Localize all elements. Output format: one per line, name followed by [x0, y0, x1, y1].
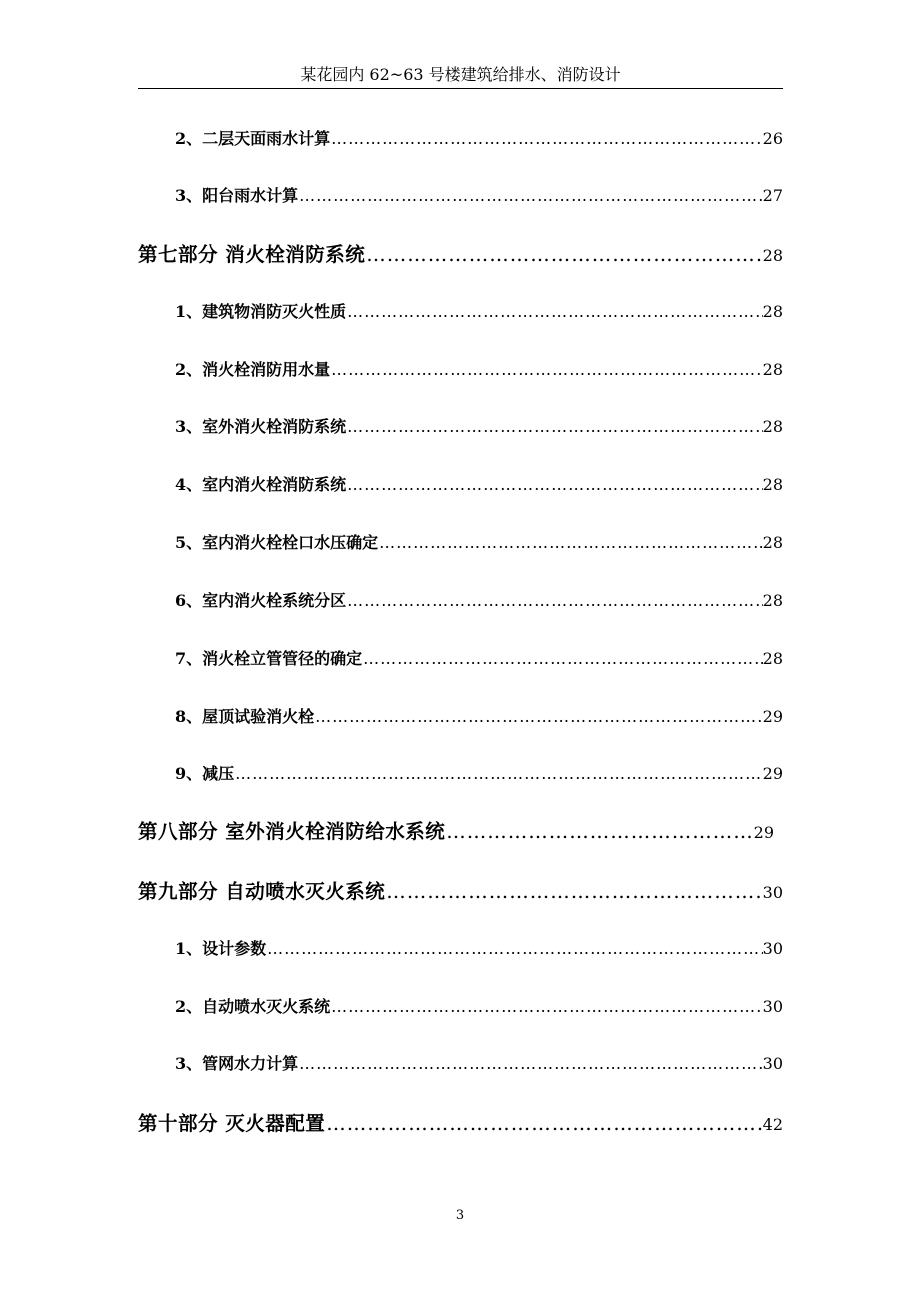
toc-entry-label: 2、二层天面雨水计算 — [175, 129, 331, 148]
toc-entry[interactable] — [175, 936, 783, 959]
toc-entry[interactable] — [175, 704, 783, 727]
toc-entry-page: 28 — [762, 417, 783, 436]
toc-entry-page: 30 — [762, 939, 783, 958]
toc-leader-dots — [378, 533, 763, 552]
toc-leader-dots — [325, 1112, 762, 1135]
toc-entry[interactable] — [175, 1051, 783, 1074]
toc-entry-label: 3、管网水力计算 — [175, 1054, 299, 1073]
toc-entry[interactable] — [175, 183, 783, 206]
toc-leader-dots — [346, 302, 763, 321]
toc-entry-label: 第十部分 灭火器配置 — [138, 1112, 326, 1135]
toc-leader-dots — [365, 243, 762, 266]
toc-entry-label: 第九部分 自动喷水灭火系统 — [138, 880, 386, 903]
toc-leader-dots — [346, 475, 763, 494]
toc-leader-dots — [298, 1054, 763, 1073]
toc-entry-page: 28 — [762, 302, 783, 321]
toc-entry-page: 30 — [762, 883, 783, 902]
toc-entry-label: 4、室内消火栓消防系统 — [175, 475, 347, 494]
toc-leader-dots — [330, 997, 763, 1016]
toc-entry-label: 第八部分 室外消火栓消防给水系统 — [138, 820, 446, 843]
toc-entry-label: 2、自动喷水灭火系统 — [175, 997, 331, 1016]
toc-leader-dots — [234, 764, 763, 783]
toc-entry[interactable] — [175, 646, 783, 669]
toc-leader-dots — [346, 591, 763, 610]
toc-entry-label: 3、室外消火栓消防系统 — [175, 417, 347, 436]
toc-entry-label: 6、室内消火栓系统分区 — [175, 591, 347, 610]
toc-part-entry[interactable] — [138, 1108, 783, 1136]
toc-entry[interactable] — [175, 530, 783, 553]
page-header: 某花园内 62~63 号楼建筑给排水、消防设计 — [300, 65, 621, 84]
toc-entry[interactable] — [175, 299, 783, 322]
toc-entry-page: 28 — [762, 475, 783, 494]
toc-entry[interactable] — [175, 761, 783, 784]
toc-entry-page: 28 — [762, 649, 783, 668]
toc-entry-label: 9、减压 — [175, 764, 235, 783]
toc-entry-label: 7、消火栓立管管径的确定 — [175, 649, 363, 668]
toc-leader-dots — [298, 186, 763, 205]
toc-leader-dots — [385, 880, 762, 903]
toc-entry-label: 3、阳台雨水计算 — [175, 186, 299, 205]
toc-entry-page: 28 — [762, 246, 783, 265]
page-number: 3 — [455, 1208, 465, 1223]
toc-entry-page: 29 — [753, 823, 774, 842]
toc-entry-label: 2、消火栓消防用水量 — [175, 360, 331, 379]
toc-entry-page: 30 — [762, 997, 783, 1016]
toc-entry-page: 27 — [762, 186, 783, 205]
toc-entry[interactable] — [175, 414, 783, 437]
toc-entry[interactable] — [175, 588, 783, 611]
toc-entry[interactable] — [175, 126, 783, 149]
toc-entry-label: 1、设计参数 — [175, 939, 267, 958]
toc-leader-dots — [362, 649, 763, 668]
toc-leader-dots — [330, 129, 763, 148]
toc-entry-page: 30 — [762, 1054, 783, 1073]
toc-entry-page: 28 — [762, 533, 783, 552]
toc-part-entry[interactable] — [138, 239, 783, 267]
toc-entry-page: 28 — [762, 360, 783, 379]
toc-leader-dots — [266, 939, 763, 958]
toc-leader-dots — [314, 707, 763, 726]
toc-entry-page: 29 — [762, 764, 783, 783]
toc-entry-page: 26 — [762, 129, 783, 148]
toc-entry-label: 第七部分 消火栓消防系统 — [138, 243, 366, 266]
toc-leader-dots — [445, 820, 753, 843]
toc-entry-label: 5、室内消火栓栓口水压确定 — [175, 533, 379, 552]
toc-entry[interactable] — [175, 994, 783, 1017]
toc-leader-dots — [346, 417, 763, 436]
toc-entry-page: 29 — [762, 707, 783, 726]
toc-leader-dots — [330, 360, 763, 379]
toc-entry-page: 42 — [762, 1115, 783, 1134]
toc-part-entry[interactable] — [138, 876, 783, 904]
toc-entry-label: 8、屋顶试验消火栓 — [175, 707, 315, 726]
toc-part-entry[interactable] — [138, 816, 774, 844]
toc-entry[interactable] — [175, 357, 783, 380]
toc-entry-label: 1、建筑物消防灭火性质 — [175, 302, 347, 321]
toc-entry[interactable] — [175, 472, 783, 495]
toc-entry-page: 28 — [762, 591, 783, 610]
